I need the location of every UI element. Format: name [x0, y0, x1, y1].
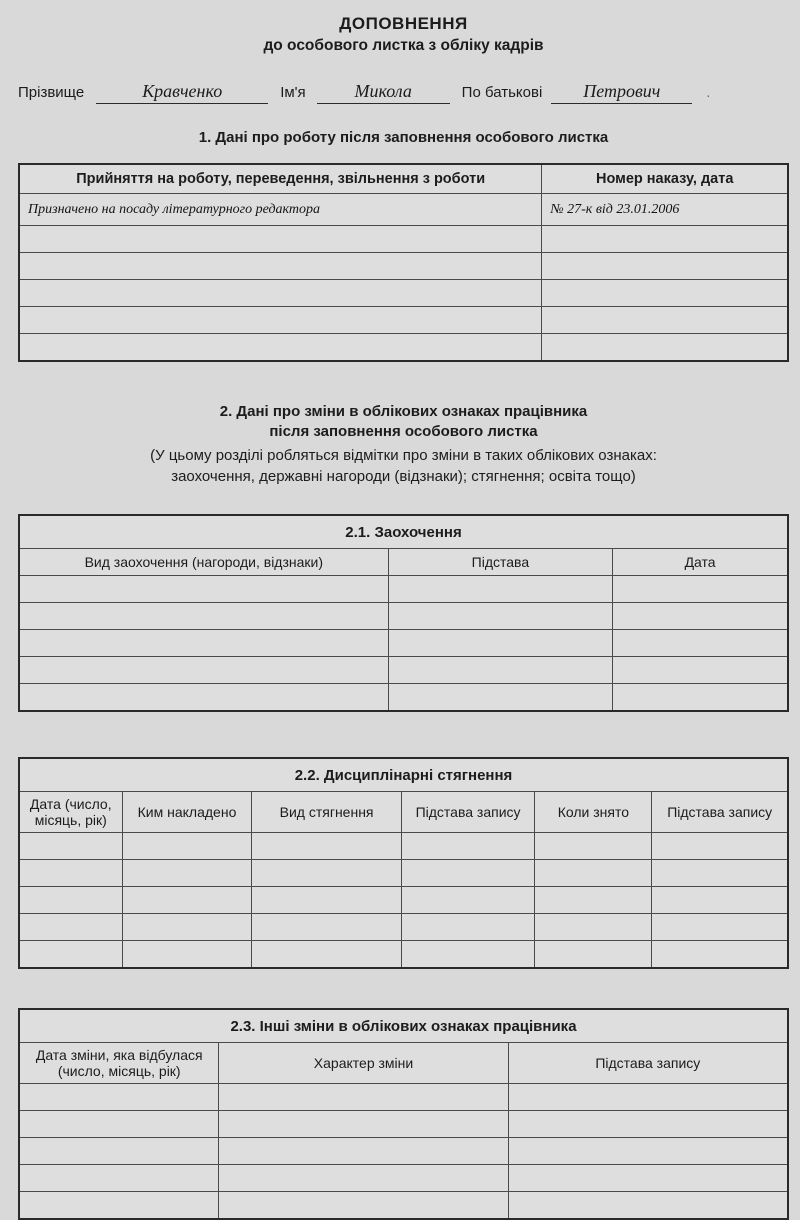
- employment-table: [18, 163, 789, 362]
- empty-cell: [19, 887, 122, 914]
- empty-cell: [19, 1138, 219, 1165]
- empty-cell: [122, 887, 252, 914]
- empty-cell: [388, 603, 613, 630]
- empty-cell: [613, 630, 788, 657]
- empty-cell: [219, 1165, 508, 1192]
- change-nature-header: Характер зміни: [219, 1043, 508, 1084]
- empty-cell: [652, 860, 788, 887]
- employment-action-header: Прийняття на роботу, переведення, звільнення з роботи: [19, 164, 542, 194]
- surname-label: Прізвище: [18, 84, 85, 101]
- empty-row: [19, 657, 788, 684]
- empty-cell: [542, 307, 788, 334]
- empty-cell: [19, 941, 122, 969]
- empty-row: [19, 1192, 788, 1220]
- section2-heading-line2: після заповнення особового листка: [269, 423, 538, 440]
- disciplinary-lifted-date-header: Коли знято: [535, 792, 652, 833]
- empty-row: [19, 684, 788, 712]
- empty-cell: [19, 630, 388, 657]
- incentives-table-header-row: [19, 549, 788, 576]
- empty-cell: [508, 1192, 788, 1220]
- empty-cell: [535, 941, 652, 969]
- empty-cell: [19, 603, 388, 630]
- disciplinary-table: [18, 757, 789, 969]
- empty-row: [19, 630, 788, 657]
- empty-cell: [19, 226, 542, 253]
- empty-cell: [652, 833, 788, 860]
- empty-cell: [401, 833, 535, 860]
- empty-cell: [652, 914, 788, 941]
- employment-action-value: Призначено на посаду літературного редактора: [19, 194, 542, 226]
- page-subtitle: до особового листка з обліку кадрів: [263, 37, 544, 54]
- empty-cell: [219, 1192, 508, 1220]
- empty-cell: [401, 887, 535, 914]
- empty-row: [19, 576, 788, 603]
- empty-cell: [19, 1111, 219, 1138]
- empty-cell: [652, 887, 788, 914]
- empty-cell: [252, 833, 401, 860]
- empty-cell: [652, 941, 788, 969]
- empty-cell: [19, 280, 542, 307]
- employment-table-header-row: [19, 164, 788, 194]
- section2-note: [18, 445, 789, 487]
- trailing-period: .: [706, 84, 711, 101]
- empty-cell: [542, 334, 788, 362]
- empty-cell: [542, 280, 788, 307]
- firstname-label: Ім'я: [280, 84, 306, 101]
- empty-cell: [19, 914, 122, 941]
- employment-order-value: № 27-к від 23.01.2006: [542, 194, 788, 226]
- incentive-basis-header: Підстава: [388, 549, 613, 576]
- patronymic-label: По батькові: [461, 84, 543, 101]
- empty-cell: [19, 860, 122, 887]
- incentive-type-header: Вид заохочення (нагороди, відзнаки): [19, 549, 388, 576]
- empty-cell: [122, 860, 252, 887]
- empty-cell: [19, 576, 388, 603]
- empty-row: [19, 253, 788, 280]
- empty-cell: [401, 941, 535, 969]
- empty-cell: [401, 914, 535, 941]
- empty-cell: [542, 253, 788, 280]
- disciplinary-date-header: Дата (число, місяць, рік): [19, 792, 122, 833]
- disciplinary-record-basis-header: Підстава запису: [401, 792, 535, 833]
- disciplinary-table-title-row: [19, 758, 788, 792]
- empty-row: [19, 833, 788, 860]
- change-basis-header: Підстава запису: [508, 1043, 788, 1084]
- empty-row: [19, 941, 788, 969]
- empty-cell: [508, 1138, 788, 1165]
- empty-row: [19, 307, 788, 334]
- empty-cell: [508, 1165, 788, 1192]
- empty-cell: [401, 860, 535, 887]
- employment-entry-row: [19, 194, 788, 226]
- empty-cell: [535, 860, 652, 887]
- empty-cell: [535, 887, 652, 914]
- empty-row: [19, 860, 788, 887]
- empty-cell: [122, 941, 252, 969]
- empty-cell: [19, 253, 542, 280]
- page-title: ДОПОВНЕННЯ: [339, 14, 468, 33]
- empty-cell: [388, 576, 613, 603]
- empty-row: [19, 1111, 788, 1138]
- empty-cell: [252, 860, 401, 887]
- empty-row: [19, 1165, 788, 1192]
- section2-note-line2: заохочення, державні нагороди (відзнаки); стягнення; освіта тощо): [171, 468, 636, 485]
- disciplinary-table-title: 2.2. Дисциплінарні стягнення: [19, 758, 788, 792]
- empty-cell: [219, 1084, 508, 1111]
- empty-cell: [122, 833, 252, 860]
- empty-row: [19, 1084, 788, 1111]
- other-changes-table: [18, 1008, 789, 1220]
- form-sheet: [18, 0, 789, 1220]
- change-date-header: Дата зміни, яка відбулася (число, місяць, рік): [19, 1043, 219, 1084]
- empty-row: [19, 914, 788, 941]
- employment-order-header: Номер наказу, дата: [542, 164, 788, 194]
- empty-cell: [252, 887, 401, 914]
- empty-cell: [19, 833, 122, 860]
- empty-cell: [219, 1138, 508, 1165]
- disciplinary-lift-basis-header: Підстава запису: [652, 792, 788, 833]
- empty-cell: [388, 657, 613, 684]
- empty-cell: [613, 576, 788, 603]
- disciplinary-table-header-row: [19, 792, 788, 833]
- empty-cell: [388, 630, 613, 657]
- section2-heading-line1: 2. Дані про зміни в облікових ознаках працівника: [219, 403, 588, 420]
- incentive-date-header: Дата: [613, 549, 788, 576]
- empty-cell: [508, 1084, 788, 1111]
- section2-heading: [18, 402, 789, 442]
- empty-cell: [219, 1111, 508, 1138]
- section2-note-line1: (У цьому розділі робляться відмітки про зміни в таких облікових ознаках:: [150, 447, 657, 464]
- empty-cell: [613, 603, 788, 630]
- empty-cell: [19, 334, 542, 362]
- empty-cell: [19, 1165, 219, 1192]
- other-changes-table-title-row: [19, 1009, 788, 1043]
- firstname-value: Микола: [317, 81, 450, 104]
- empty-row: [19, 334, 788, 362]
- disciplinary-type-header: Вид стягнення: [252, 792, 401, 833]
- empty-row: [19, 280, 788, 307]
- empty-cell: [613, 657, 788, 684]
- incentives-table-title-row: [19, 515, 788, 549]
- empty-cell: [535, 914, 652, 941]
- empty-cell: [19, 1084, 219, 1111]
- empty-cell: [508, 1111, 788, 1138]
- empty-cell: [252, 941, 401, 969]
- empty-cell: [613, 684, 788, 712]
- empty-cell: [122, 914, 252, 941]
- empty-cell: [19, 684, 388, 712]
- other-changes-table-header-row: [19, 1043, 788, 1084]
- empty-row: [19, 887, 788, 914]
- empty-cell: [19, 307, 542, 334]
- other-changes-table-title: 2.3. Інші зміни в облікових ознаках працівника: [19, 1009, 788, 1043]
- empty-row: [19, 226, 788, 253]
- incentives-table-title: 2.1. Заохочення: [19, 515, 788, 549]
- empty-cell: [388, 684, 613, 712]
- empty-cell: [19, 1192, 219, 1220]
- identity-row: [18, 81, 789, 104]
- surname-value: Кравченко: [96, 81, 268, 104]
- empty-cell: [535, 833, 652, 860]
- empty-cell: [542, 226, 788, 253]
- section1-heading: 1. Дані про роботу після заповнення особового листка: [198, 129, 609, 146]
- empty-row: [19, 603, 788, 630]
- empty-cell: [252, 914, 401, 941]
- disciplinary-imposed-by-header: Ким накладено: [122, 792, 252, 833]
- incentives-table: [18, 514, 789, 712]
- patronymic-value: Петрович: [551, 81, 692, 104]
- empty-row: [19, 1138, 788, 1165]
- empty-cell: [19, 657, 388, 684]
